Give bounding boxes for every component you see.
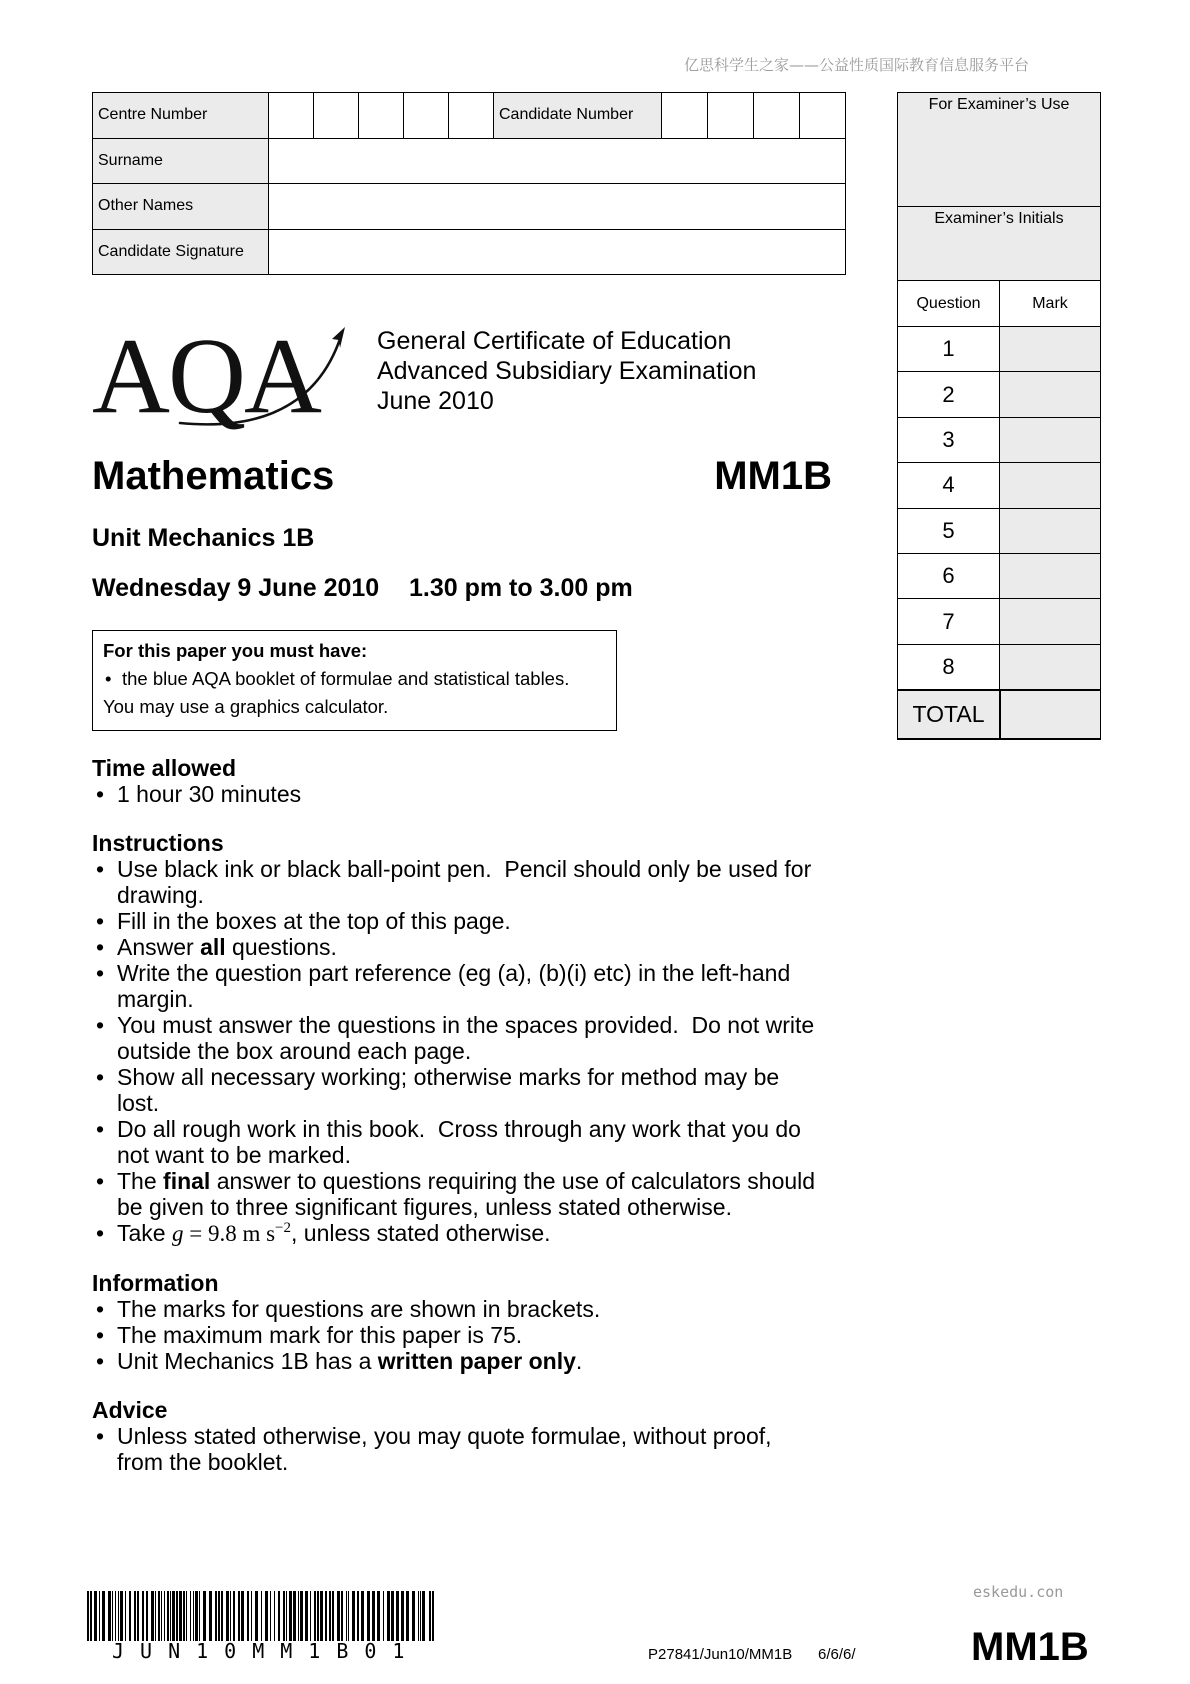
barcode-bar [226, 1591, 229, 1641]
barcode-bar [251, 1591, 252, 1641]
barcode-bar [377, 1591, 380, 1641]
barcode-bar [172, 1591, 175, 1641]
instruction-item [92, 1168, 852, 1220]
barcode-bar [387, 1591, 390, 1641]
candidate-number-box [800, 93, 846, 139]
barcode-bar [183, 1591, 185, 1641]
barcode-bar [367, 1591, 370, 1641]
barcode-bar [155, 1591, 156, 1641]
barcode-bar [310, 1591, 311, 1641]
materials-heading: For this paper you must have: [103, 640, 368, 661]
barcode-bar [108, 1591, 111, 1641]
centre-number-box [314, 93, 359, 139]
item-emphasis: final [163, 1168, 211, 1194]
candidate-details-table [92, 92, 846, 275]
barcode-bar [401, 1591, 404, 1641]
examination-line: Advanced Subsidiary Examination [377, 357, 757, 385]
barcode-bar [332, 1591, 334, 1641]
barcode-bar [298, 1591, 299, 1641]
centre-number-box [449, 93, 494, 139]
item-text: The marks for questions are shown in brackets. [117, 1296, 601, 1322]
mark-cell [999, 645, 1100, 689]
barcode-bar [193, 1591, 194, 1641]
barcode-bar [186, 1591, 187, 1641]
centre-number-label: Centre Number [93, 93, 269, 139]
barcode-bar [314, 1591, 316, 1641]
barcode-bar [94, 1591, 97, 1641]
barcode-bar [215, 1591, 217, 1641]
barcode-bar [146, 1591, 148, 1641]
item-text: , unless stated otherwise. [291, 1220, 551, 1246]
barcode-bar [137, 1591, 139, 1641]
barcode-bar [429, 1591, 431, 1641]
item-text: Unit Mechanics 1B has a [117, 1348, 378, 1374]
top-watermark: 亿思科学生之家——公益性质国际教育信息服务平台 [684, 56, 1030, 74]
centre-number-box [404, 93, 449, 139]
number-row [93, 93, 846, 139]
other-names-row [93, 184, 846, 230]
instructions-heading: Instructions [92, 830, 224, 856]
barcode-bar [179, 1591, 182, 1641]
barcode-bar [161, 1591, 162, 1641]
item-text: Show all necessary working; otherwise marks for method may be lost. [117, 1064, 780, 1116]
barcode-bar [255, 1591, 258, 1641]
barcode-bar [203, 1591, 206, 1641]
candidate-number-label: Candidate Number [494, 93, 662, 139]
instruction-item [92, 1064, 852, 1116]
mark-table-row [898, 553, 1100, 598]
question-number: 8 [942, 653, 955, 679]
other-names-field [269, 184, 846, 230]
barcode-bar [432, 1591, 434, 1641]
examiner-use-label: For Examiner’s Use [898, 93, 1100, 206]
gravity-value: = 9.8 m s [183, 1221, 276, 1246]
barcode-bar [412, 1591, 415, 1641]
mark-cell [999, 463, 1100, 507]
aqa-logo-text: AQA [92, 326, 320, 430]
barcode-bar [300, 1591, 303, 1641]
time-allowed-heading: Time allowed [92, 755, 237, 781]
barcode-bar [199, 1591, 200, 1641]
item-text: Do all rough work in this book. Cross through any work that you do not want to be marked. [117, 1116, 801, 1168]
barcode-bar [195, 1591, 198, 1641]
mark-cell [999, 372, 1100, 416]
barcode-bar [158, 1591, 160, 1641]
front-page-sections [92, 755, 852, 1475]
instructions-section [92, 830, 852, 1247]
item-text: questions. [225, 934, 337, 960]
candidate-number-box [662, 93, 708, 139]
barcode-text: JUN10MM1B01 [112, 1639, 421, 1663]
barcode-bar [372, 1591, 375, 1641]
information-section [92, 1270, 852, 1374]
information-item [92, 1322, 852, 1348]
item-text: . [575, 1348, 583, 1374]
exam-series [377, 326, 756, 416]
total-label: TOTAL [898, 691, 999, 738]
barcode-bar [391, 1591, 394, 1641]
item-text: Use black ink or black ball-point pen. Pencil should only be used for drawing. [117, 856, 812, 908]
gravity-symbol: g [171, 1221, 184, 1246]
mark-cell [999, 418, 1100, 462]
barcode-bar [406, 1591, 409, 1641]
barcode [87, 1591, 436, 1641]
mark-cell [999, 599, 1100, 643]
mark-table-row [898, 462, 1100, 507]
qualification-line: General Certificate of Education [377, 327, 732, 355]
barcode-bar [164, 1591, 165, 1641]
question-header: Question [916, 294, 981, 312]
information-heading: Information [92, 1270, 219, 1296]
candidate-number-box [708, 93, 754, 139]
mark-table-row [898, 598, 1100, 643]
materials-item: • the blue AQA booklet of formulae and statistical tables. [103, 665, 606, 693]
question-number: 4 [942, 472, 955, 498]
examiner-use-box [897, 92, 1101, 740]
barcode-bar [125, 1591, 126, 1641]
barcode-bar [247, 1591, 249, 1641]
barcode-bar [209, 1591, 212, 1641]
barcode-bar [383, 1591, 384, 1641]
barcode-bar [102, 1591, 105, 1641]
paper-reference: P27841/Jun10/MM1B [648, 1646, 793, 1663]
instruction-item [92, 1012, 852, 1064]
barcode-bar [329, 1591, 331, 1641]
barcode-bar [238, 1591, 240, 1641]
total-mark-cell [999, 691, 1100, 738]
barcode-bar [420, 1591, 421, 1641]
mark-table-row [898, 371, 1100, 416]
mark-table-row [898, 417, 1100, 462]
item-text: Answer [117, 934, 201, 960]
item-emphasis: written paper only [377, 1348, 576, 1374]
mark-table-row [898, 644, 1100, 689]
question-number: 7 [942, 608, 955, 634]
barcode-bar [112, 1591, 113, 1641]
advice-heading: Advice [92, 1397, 168, 1423]
footer-paper-code: MM1B [971, 1625, 1089, 1669]
barcode-bar [151, 1591, 154, 1641]
signature-field [269, 229, 846, 275]
barcode-bar [352, 1591, 355, 1641]
exam-date-time [92, 573, 652, 603]
session-line: June 2010 [377, 387, 494, 415]
paper-code: MM1B [714, 453, 832, 498]
barcode-bar [218, 1591, 220, 1641]
barcode-bar [190, 1591, 191, 1641]
barcode-bar [261, 1591, 262, 1641]
item-text: Fill in the boxes at the top of this page. [117, 908, 511, 934]
centre-number-box [359, 93, 404, 139]
signature-label: Candidate Signature [93, 229, 269, 275]
other-names-label: Other Names [93, 184, 269, 230]
barcode-bar [233, 1591, 235, 1641]
barcode-bar [274, 1591, 275, 1641]
item-emphasis: all [200, 934, 226, 960]
aqa-logo [92, 326, 354, 430]
site-watermark: eskedu.con [973, 1583, 1064, 1601]
item-text: 1 hour 30 minutes [117, 781, 302, 807]
subject-title: Mathematics [92, 453, 335, 498]
mark-cell [999, 554, 1100, 598]
barcode-bar [317, 1591, 319, 1641]
barcode-bar [348, 1591, 349, 1641]
barcode-bar [230, 1591, 231, 1641]
examiner-initials-label: Examiner’s Initials [898, 206, 1100, 280]
time-allowed-item [92, 781, 852, 807]
exam-date: Wednesday 9 June 2010 [92, 574, 380, 602]
mark-table-row [898, 508, 1100, 553]
time-allowed-section [92, 755, 852, 807]
instruction-item [92, 934, 852, 960]
question-number: 5 [942, 517, 955, 543]
information-item [92, 1348, 852, 1374]
title-row [92, 455, 832, 497]
materials-box [92, 630, 617, 731]
barcode-bar [167, 1591, 169, 1641]
mark-table-row [898, 326, 1100, 371]
materials-note: You may use a graphics calculator. [103, 696, 389, 717]
barcode-bar [305, 1591, 308, 1641]
unit-title: Unit Mechanics 1B [92, 524, 315, 552]
barcode-bar [357, 1591, 359, 1641]
question-number: 1 [942, 336, 955, 362]
item-text: The maximum mark for this paper is 75. [117, 1322, 523, 1348]
barcode-bar [120, 1591, 123, 1641]
instruction-item [92, 1116, 852, 1168]
barcode-bar [293, 1591, 296, 1641]
barcode-bar [396, 1591, 399, 1641]
barcode-bar [325, 1591, 327, 1641]
barcode-bar [241, 1591, 244, 1641]
instruction-item [92, 960, 852, 1012]
barcode-bar [134, 1591, 136, 1641]
instruction-item [92, 908, 852, 934]
barcode-bar [221, 1591, 223, 1641]
instruction-item [92, 856, 852, 908]
barcode-bar [176, 1591, 178, 1641]
item-text: Take [117, 1220, 172, 1246]
barcode-bar [90, 1591, 92, 1641]
print-code: 6/6/6/ [818, 1646, 856, 1663]
barcode-bar [337, 1591, 340, 1641]
surname-label: Surname [93, 138, 269, 184]
mark-cell [999, 509, 1100, 553]
item-text: You must answer the questions in the spaces provided. Do not write outside the box around each page. [117, 1012, 815, 1064]
surname-field [269, 138, 846, 184]
information-item [92, 1296, 852, 1322]
surname-row [93, 138, 846, 184]
barcode-bar [418, 1591, 419, 1641]
barcode-bar [289, 1591, 292, 1641]
barcode-bar [320, 1591, 323, 1641]
question-number: 6 [942, 563, 955, 589]
mark-cell [999, 327, 1100, 371]
item-text: answer to questions requiring the use of calculators should be given to three significant figures, unless stated otherwise. [117, 1168, 816, 1220]
centre-number-box [269, 93, 314, 139]
item-text: Write the question part reference (eg (a), (b)(i) etc) in the left-hand margin. [117, 960, 791, 1012]
mark-header: Mark [999, 281, 1100, 326]
question-number: 2 [942, 381, 955, 407]
barcode-bar [422, 1591, 425, 1641]
item-text: Unless stated otherwise, you may quote formulae, without proof, from the booklet. [117, 1423, 772, 1475]
barcode-bar [341, 1591, 343, 1641]
barcode-bar [283, 1591, 285, 1641]
barcode-bar [346, 1591, 347, 1641]
total-row [898, 689, 1100, 738]
signature-row [93, 229, 846, 275]
barcode-bar [270, 1591, 271, 1641]
exam-time: 1.30 pm to 3.00 pm [409, 574, 633, 602]
barcode-bar [265, 1591, 268, 1641]
gravity-exponent: −2 [275, 1220, 292, 1236]
barcode-bar [278, 1591, 280, 1641]
barcode-bar [115, 1591, 116, 1641]
barcode-bar [170, 1591, 171, 1641]
barcode-bar [129, 1591, 131, 1641]
advice-section [92, 1397, 852, 1475]
barcode-bar [118, 1591, 119, 1641]
barcode-bar [142, 1591, 144, 1641]
barcode-bar [286, 1591, 287, 1641]
instruction-item [92, 1220, 852, 1247]
item-text: The [117, 1168, 164, 1194]
candidate-number-box [754, 93, 800, 139]
barcode-bar [87, 1591, 89, 1641]
barcode-bar [361, 1591, 364, 1641]
mark-table-header [898, 280, 1100, 326]
barcode-bar [99, 1591, 100, 1641]
advice-item [92, 1423, 852, 1475]
question-number: 3 [942, 426, 955, 452]
